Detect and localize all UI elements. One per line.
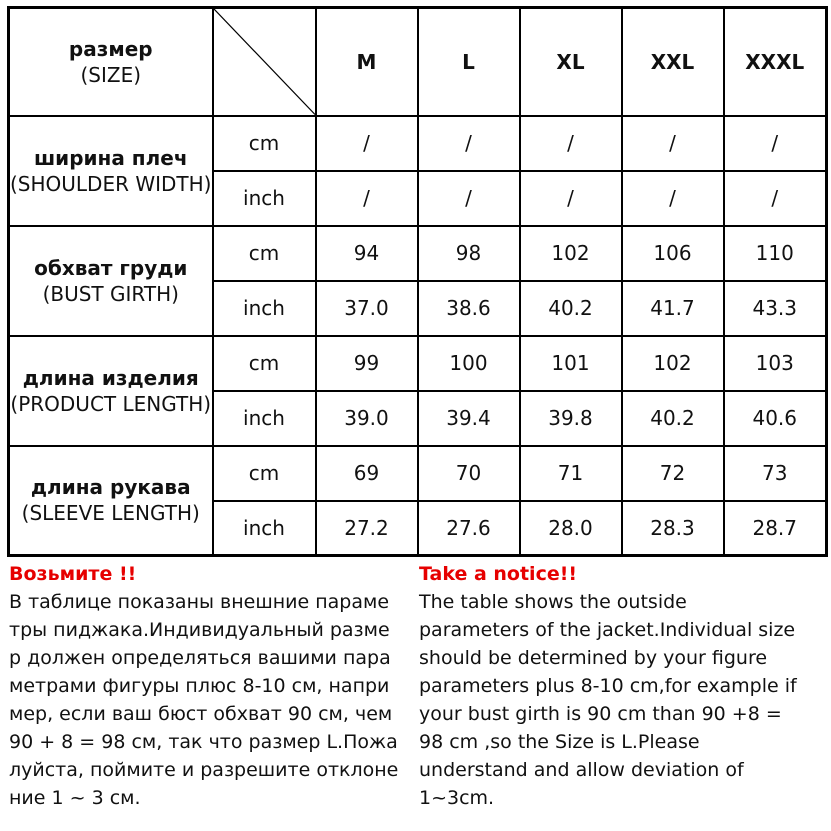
value-cell: 101: [520, 336, 622, 391]
notice-line: The table shows the outside: [419, 591, 687, 613]
parameter-label-ru: ширина плеч: [33, 145, 188, 170]
parameter-label-ru: длина изделия: [22, 365, 199, 390]
notice-line: parameters of the jacket.Individual size: [419, 619, 796, 641]
notice-line: луйста, поймите и разрешите отклоне: [9, 759, 399, 781]
notice-line: р должен определяться вашими пара: [9, 647, 391, 669]
size-header-xl: XL: [520, 8, 622, 116]
value-cell: 28.7: [724, 501, 827, 556]
notice-en: [419, 560, 829, 812]
notice-line: 90 + 8 = 98 см, так что размер L.Пожа: [9, 731, 398, 753]
table-row: [9, 226, 827, 281]
value-cell: 38.6: [418, 281, 520, 336]
table-row: [9, 336, 827, 391]
value-cell: /: [724, 171, 827, 226]
notice-line: understand and allow deviation of: [419, 759, 744, 781]
unit-cell: inch: [213, 391, 316, 446]
value-cell: /: [520, 116, 622, 171]
parameter-label-cell: [9, 336, 213, 446]
unit-cell: cm: [213, 226, 316, 281]
size-label-ru: размер: [68, 36, 153, 61]
parameter-label-en: (PRODUCT LENGTH): [10, 391, 212, 416]
size-header-l: L: [418, 8, 520, 116]
notice-line: мер, если ваш бюст обхват 90 см, чем: [9, 703, 393, 725]
value-cell: 72: [622, 446, 724, 501]
value-cell: 27.6: [418, 501, 520, 556]
diagonal-divider-cell: [213, 8, 316, 116]
size-header-xxl: XXL: [622, 8, 724, 116]
value-cell: 28.3: [622, 501, 724, 556]
size-label-en: (SIZE): [80, 62, 142, 87]
value-cell: 102: [622, 336, 724, 391]
notice-title-en: Take a notice!!: [419, 563, 578, 585]
value-cell: 69: [316, 446, 418, 501]
unit-cell: inch: [213, 501, 316, 556]
value-cell: /: [520, 171, 622, 226]
parameter-label-en: (SHOULDER WIDTH): [10, 171, 212, 196]
value-cell: 39.4: [418, 391, 520, 446]
notice-line: should be determined by your figure: [419, 647, 768, 669]
size-header-m: M: [316, 8, 418, 116]
parameter-label-en: (SLEEVE LENGTH): [21, 501, 200, 526]
value-cell: 70: [418, 446, 520, 501]
value-cell: 99: [316, 336, 418, 391]
unit-cell: inch: [213, 171, 316, 226]
value-cell: 71: [520, 446, 622, 501]
unit-cell: cm: [213, 336, 316, 391]
size-corner-cell: [9, 8, 213, 116]
parameter-label-cell: [9, 226, 213, 336]
value-cell: 39.0: [316, 391, 418, 446]
unit-cell: cm: [213, 446, 316, 501]
parameter-label-ru: обхват груди: [34, 255, 188, 280]
table-row: [9, 446, 827, 501]
diagonal-line: [214, 9, 315, 115]
parameter-label-en: (BUST GIRTH): [42, 281, 179, 306]
value-cell: /: [622, 171, 724, 226]
notice-line: ние 1 ~ 3 см.: [9, 787, 141, 809]
value-cell: /: [418, 116, 520, 171]
value-cell: 27.2: [316, 501, 418, 556]
value-cell: 40.2: [520, 281, 622, 336]
value-cell: /: [622, 116, 724, 171]
table-header-row: [9, 8, 827, 116]
value-cell: 41.7: [622, 281, 724, 336]
notice-line: 98 cm ,so the Size is L.Please: [419, 731, 700, 753]
value-cell: 28.0: [520, 501, 622, 556]
value-cell: 110: [724, 226, 827, 281]
notice-body-ru: [9, 588, 409, 812]
notice-section: [9, 560, 825, 822]
value-cell: 98: [418, 226, 520, 281]
value-cell: 43.3: [724, 281, 827, 336]
notice-line: В таблице показаны внешние параме: [9, 591, 390, 613]
notice-body-en: [419, 588, 829, 812]
notice-line: тры пиджака.Индивидуальный разме: [9, 619, 390, 641]
value-cell: 40.6: [724, 391, 827, 446]
notice-line: your bust girth is 90 cm than 90 +8 =: [419, 703, 782, 725]
value-cell: 102: [520, 226, 622, 281]
value-cell: /: [316, 116, 418, 171]
notice-line: метрами фигуры плюс 8-10 см, напри: [9, 675, 390, 697]
notice-line: parameters plus 8-10 cm,for example if: [419, 675, 797, 697]
notice-line: 1~3cm.: [419, 787, 495, 809]
unit-cell: cm: [213, 116, 316, 171]
value-cell: /: [724, 116, 827, 171]
parameter-label-ru: длина рукава: [30, 475, 191, 500]
value-cell: 73: [724, 446, 827, 501]
value-cell: 37.0: [316, 281, 418, 336]
value-cell: /: [316, 171, 418, 226]
size-chart-table: [7, 6, 828, 557]
notice-title-ru: Возьмите !!: [9, 563, 137, 585]
value-cell: 94: [316, 226, 418, 281]
notice-ru: [9, 560, 409, 812]
value-cell: 106: [622, 226, 724, 281]
value-cell: 103: [724, 336, 827, 391]
value-cell: 39.8: [520, 391, 622, 446]
table-row: [9, 116, 827, 171]
parameter-label-cell: [9, 116, 213, 226]
value-cell: /: [418, 171, 520, 226]
value-cell: 40.2: [622, 391, 724, 446]
unit-cell: inch: [213, 281, 316, 336]
value-cell: 100: [418, 336, 520, 391]
parameter-label-cell: [9, 446, 213, 556]
size-header-xxxl: XXXL: [724, 8, 827, 116]
